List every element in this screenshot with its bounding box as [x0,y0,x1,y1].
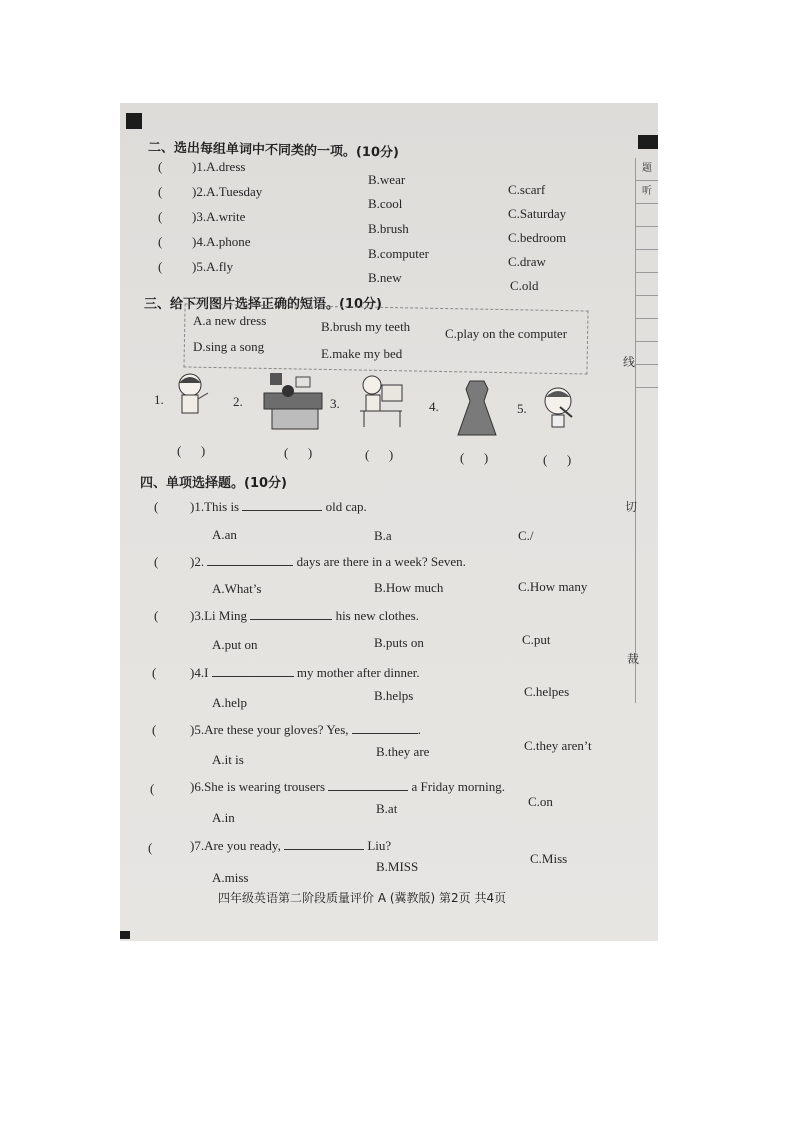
question-stem: )2. days are there in a week? Seven. [190,554,466,569]
option-a: A.an [212,527,237,542]
question-number: )3.A.write [192,209,246,224]
option-b: B.helps [374,688,414,703]
option-b: B.computer [368,246,430,261]
picture-number: 4. [429,399,439,414]
phrase-option: E.make my bed [321,346,403,361]
question-stem: )1.This is old cap. [190,499,367,514]
answer-paren[interactable]: ( [154,499,159,514]
question-stem: )4.I my mother after dinner. [190,665,420,680]
option-c: C.bedroom [508,230,567,245]
option-b: B.new [368,270,402,285]
option-b: B.brush [368,221,409,236]
score-cell [636,342,658,365]
option-c: C.Miss [530,851,568,866]
answer-paren[interactable]: ( [158,184,163,199]
picture-answer-paren[interactable]: ( ) [543,452,572,467]
question-number: )1.A.dress [192,159,246,174]
option-c: C./ [518,528,534,543]
picture-number: 2. [233,394,243,409]
score-cell [636,319,658,342]
brush-teeth-picture [538,383,580,431]
option-b: B.at [376,801,398,816]
option-a: A.put on [212,637,258,652]
score-cell [636,227,658,250]
score-cell: 听 [636,181,658,204]
phrase-option: C.play on the computer [445,326,568,341]
phrase-option: D.sing a song [193,339,265,354]
option-c: C.on [528,794,553,809]
option-a: A.help [212,695,248,710]
section-4-title: 四、单项选择题。(10分) [140,476,287,491]
answer-paren[interactable]: ( [158,209,163,224]
section-3-title: 三、给下列图片选择正确的短语。(10分) [144,297,382,312]
question-stem: )7.Are you ready, Liu? [190,838,392,853]
question-number: )4.A.phone [192,234,251,249]
corner-mark-icon [120,931,130,939]
option-a: A.What’s [212,581,262,596]
play-computer-picture [356,371,408,429]
option-c: C.scarf [508,182,546,197]
answer-paren[interactable]: ( [148,840,153,855]
picture-answer-paren[interactable]: ( ) [177,443,206,458]
corner-mark-icon [638,135,658,149]
option-b: B.cool [368,196,403,211]
answer-paren[interactable]: ( [150,781,155,796]
score-cell: 题 [636,158,658,181]
score-cell [636,365,658,388]
option-b: B.wear [368,172,406,187]
score-table-fragment [635,158,658,703]
phrase-option: B.brush my teeth [321,319,411,334]
option-a: A.in [212,810,235,825]
score-cell [636,204,658,227]
answer-paren[interactable]: ( [154,608,159,623]
answer-paren[interactable]: ( [158,159,163,174]
option-c: C.draw [508,254,546,269]
score-cell [636,273,658,296]
picture-number: 1. [154,392,164,407]
question-stem: )5.Are these your gloves? Yes, . [190,722,422,737]
question-stem: )3.Li Ming his new clothes. [190,608,419,623]
option-b: B.a [374,528,392,543]
option-b: B.MISS [376,859,419,874]
option-c: C.helpes [524,684,570,699]
make-bed-picture [258,369,328,433]
option-a: A.it is [212,752,244,767]
option-b: B.puts on [374,635,424,650]
cut-line-label: 裁 [627,652,640,666]
section-2-title: 二、选出每组单词中不同类的一项。(10分) [147,140,400,161]
picture-number: 3. [330,396,340,411]
score-cell [636,296,658,319]
option-a: A.miss [212,870,249,885]
question-stem: )6.She is wearing trousers a Friday morning. [190,779,506,794]
answer-paren[interactable]: ( [158,234,163,249]
answer-paren[interactable]: ( [154,554,159,569]
page-footer: 四年级英语第二阶段质量评价 A (冀教版) 第2页 共4页 [218,891,507,905]
answer-paren[interactable]: ( [152,665,157,680]
answer-paren[interactable]: ( [158,259,163,274]
picture-answer-paren[interactable]: ( ) [365,447,394,462]
option-b: B.How much [374,580,444,595]
option-c: C.How many [518,579,588,594]
picture-number: 5. [517,401,527,416]
cut-line-label: 线 [623,355,636,369]
option-c: C.put [522,632,551,647]
girl-sing-song-picture [168,369,214,419]
corner-mark-icon [126,113,142,129]
answer-paren[interactable]: ( [152,722,157,737]
picture-answer-paren[interactable]: ( ) [284,445,313,460]
new-dress-picture [454,379,500,437]
cut-line-label: 切 [625,500,638,514]
exam-page-photo [120,103,658,941]
score-cell [636,250,658,273]
option-b: B.they are [376,744,430,759]
option-c: C.old [510,278,539,293]
phrase-option: A.a new dress [193,313,267,328]
option-c: C.Saturday [508,206,567,221]
picture-answer-paren[interactable]: ( ) [460,450,489,465]
question-number: )5.A.fly [192,259,234,274]
option-c: C.they aren’t [524,738,592,753]
question-number: )2.A.Tuesday [192,184,263,199]
